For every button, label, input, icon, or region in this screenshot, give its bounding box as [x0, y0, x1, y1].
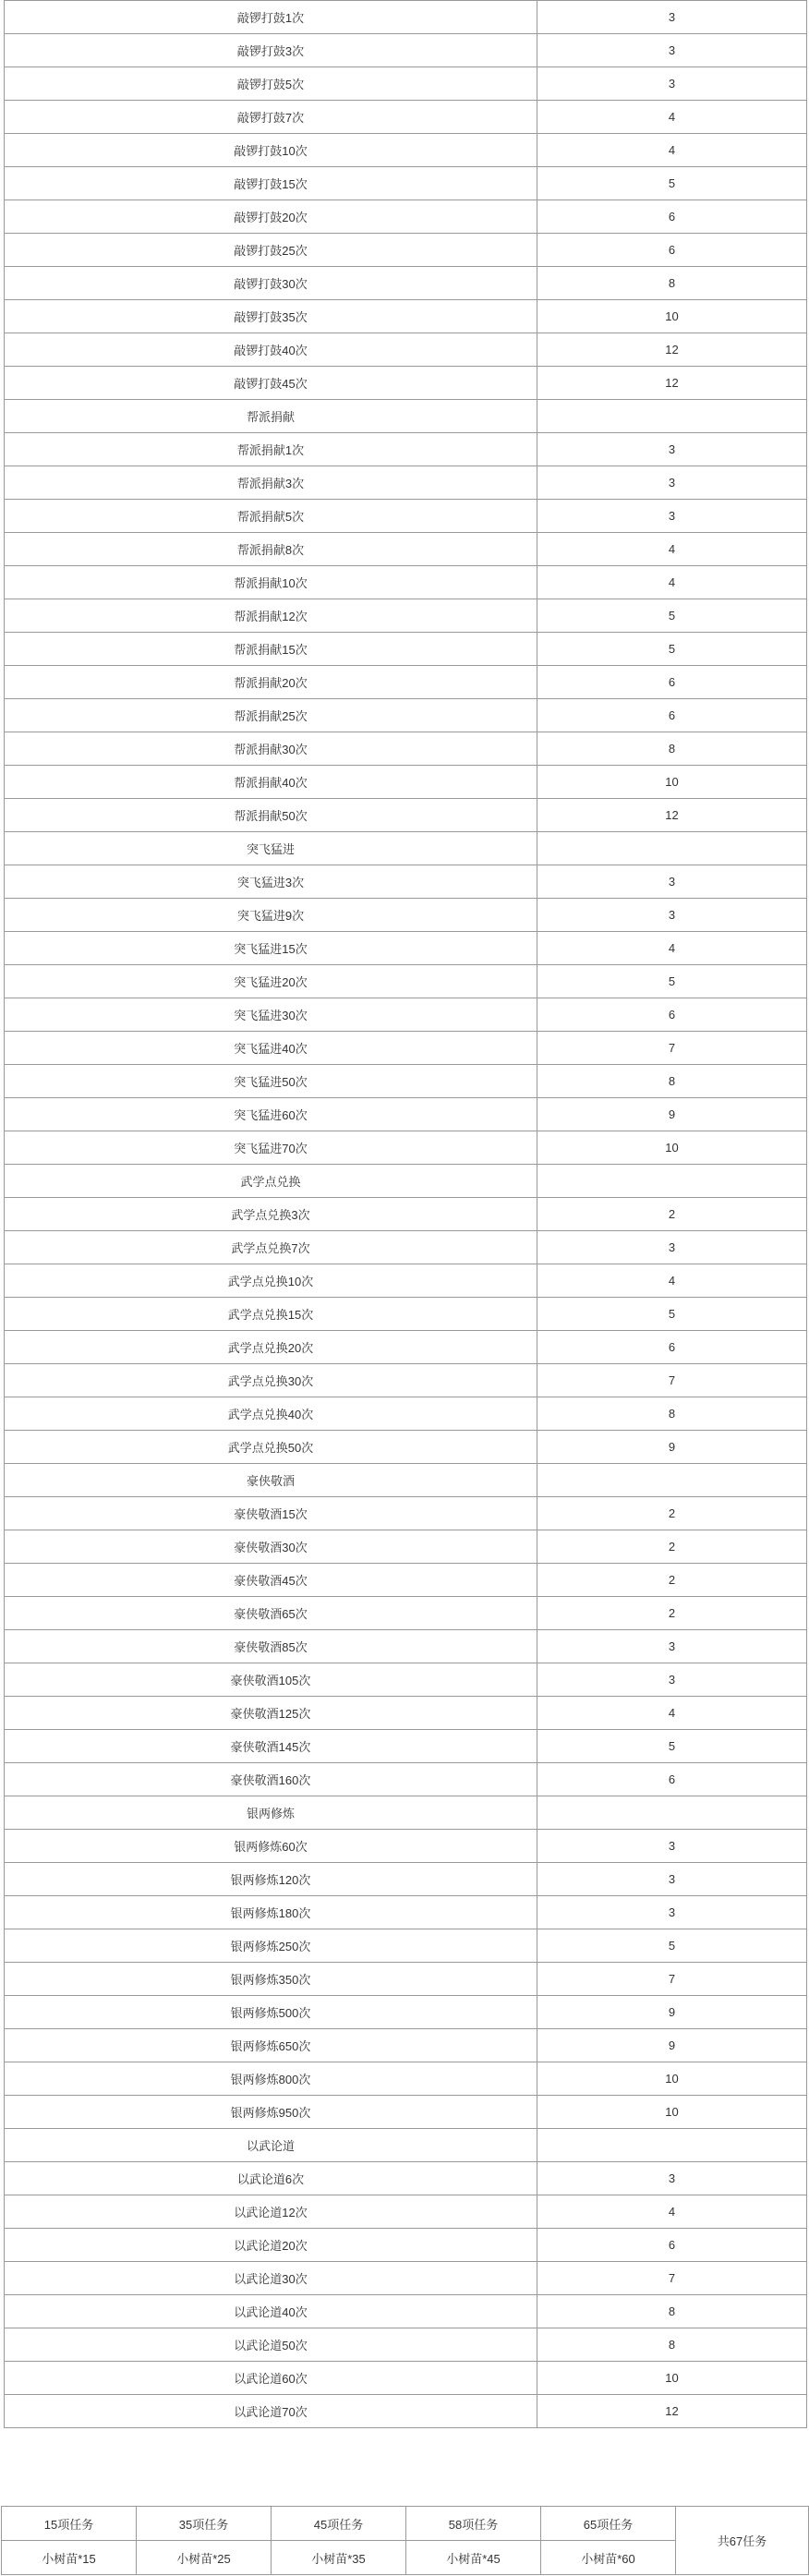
task-name: 帮派捐献12次 — [5, 599, 537, 633]
task-name: 敲锣打鼓35次 — [5, 300, 537, 333]
task-name: 豪侠敬酒45次 — [5, 1564, 537, 1597]
task-value: 10 — [537, 1131, 807, 1165]
task-value: 12 — [537, 367, 807, 400]
task-value: 9 — [537, 2029, 807, 2062]
task-name: 帮派捐献8次 — [5, 533, 537, 566]
task-value: 10 — [537, 766, 807, 799]
table-row — [5, 1198, 807, 1231]
task-value — [537, 1464, 807, 1497]
table-row — [5, 2328, 807, 2362]
task-name: 敲锣打鼓30次 — [5, 267, 537, 300]
task-name: 银两修炼120次 — [5, 1863, 537, 1896]
task-value: 8 — [537, 1397, 807, 1431]
table-row — [5, 67, 807, 101]
table-row — [5, 101, 807, 134]
task-value: 2 — [537, 1497, 807, 1530]
task-value: 4 — [537, 932, 807, 965]
table-row — [5, 633, 807, 666]
table-row — [5, 1497, 807, 1530]
task-value — [537, 400, 807, 433]
task-value: 12 — [537, 799, 807, 832]
table-row — [5, 1131, 807, 1165]
task-value: 3 — [537, 466, 807, 500]
table-row — [5, 234, 807, 267]
table-row — [5, 2162, 807, 2195]
task-value: 6 — [537, 699, 807, 732]
table-row — [5, 699, 807, 732]
table-row — [5, 1530, 807, 1564]
table-row — [5, 998, 807, 1032]
task-value — [537, 2129, 807, 2162]
table-row — [5, 799, 807, 832]
category-row — [5, 1796, 807, 1830]
task-name: 豪侠敬酒105次 — [5, 1663, 537, 1697]
task-value: 6 — [537, 234, 807, 267]
task-name: 敲锣打鼓25次 — [5, 234, 537, 267]
category-row — [5, 400, 807, 433]
table-row — [5, 2229, 807, 2262]
task-name: 突飞猛进30次 — [5, 998, 537, 1032]
category-row — [5, 1165, 807, 1198]
task-name: 敲锣打鼓40次 — [5, 333, 537, 367]
task-value: 3 — [537, 899, 807, 932]
task-value: 5 — [537, 599, 807, 633]
table-row — [5, 1597, 807, 1630]
task-value: 3 — [537, 67, 807, 101]
table-row — [5, 965, 807, 998]
task-value: 4 — [537, 101, 807, 134]
table-row — [5, 899, 807, 932]
task-value: 8 — [537, 2328, 807, 2362]
task-value: 3 — [537, 500, 807, 533]
table-row — [5, 1763, 807, 1796]
task-value: 9 — [537, 1098, 807, 1131]
task-value: 6 — [537, 998, 807, 1032]
table-row — [5, 599, 807, 633]
task-value: 2 — [537, 1564, 807, 1597]
task-name: 以武论道70次 — [5, 2395, 537, 2428]
table-row — [5, 1663, 807, 1697]
table-row — [5, 134, 807, 167]
table-row — [5, 865, 807, 899]
task-name: 帮派捐献40次 — [5, 766, 537, 799]
task-name: 以武论道30次 — [5, 2262, 537, 2295]
milestone-label: 58项任务 — [406, 2507, 541, 2541]
task-value: 10 — [537, 2062, 807, 2096]
task-name: 帮派捐献3次 — [5, 466, 537, 500]
task-value: 9 — [537, 1431, 807, 1464]
table-row — [5, 1264, 807, 1298]
task-name: 武学点兑换 — [5, 1165, 537, 1198]
table-row — [5, 500, 807, 533]
table-row — [5, 1697, 807, 1730]
task-name: 帮派捐献 — [5, 400, 537, 433]
table-row — [5, 1431, 807, 1464]
task-value: 8 — [537, 2295, 807, 2328]
task-value: 10 — [537, 2096, 807, 2129]
table-row — [5, 732, 807, 766]
task-value: 5 — [537, 965, 807, 998]
task-value: 5 — [537, 1730, 807, 1763]
task-name: 突飞猛进9次 — [5, 899, 537, 932]
task-name: 以武论道 — [5, 2129, 537, 2162]
task-name: 武学点兑换15次 — [5, 1298, 537, 1331]
table-row — [5, 2362, 807, 2395]
task-name: 敲锣打鼓10次 — [5, 134, 537, 167]
task-value: 4 — [537, 566, 807, 599]
table-row — [5, 666, 807, 699]
table-row — [5, 1, 807, 34]
table-row — [5, 34, 807, 67]
task-name: 豪侠敬酒65次 — [5, 1597, 537, 1630]
task-name: 银两修炼950次 — [5, 2096, 537, 2129]
table-row — [5, 766, 807, 799]
table-row — [5, 1863, 807, 1896]
task-value: 7 — [537, 1963, 807, 1996]
task-value: 3 — [537, 1896, 807, 1929]
milestone-reward: 小树苗*60 — [541, 2541, 676, 2575]
table-row — [5, 1298, 807, 1331]
table-row — [5, 433, 807, 466]
task-name: 帮派捐献15次 — [5, 633, 537, 666]
task-name: 帮派捐献30次 — [5, 732, 537, 766]
task-name: 银两修炼 — [5, 1796, 537, 1830]
task-value: 10 — [537, 2362, 807, 2395]
task-name: 武学点兑换20次 — [5, 1331, 537, 1364]
task-value: 8 — [537, 267, 807, 300]
task-name: 帮派捐献20次 — [5, 666, 537, 699]
task-value: 3 — [537, 1830, 807, 1863]
task-value — [537, 832, 807, 865]
task-name: 以武论道50次 — [5, 2328, 537, 2362]
task-name: 帮派捐献5次 — [5, 500, 537, 533]
table-row — [5, 533, 807, 566]
task-name: 银两修炼60次 — [5, 1830, 537, 1863]
task-name: 帮派捐献25次 — [5, 699, 537, 732]
task-name: 突飞猛进40次 — [5, 1032, 537, 1065]
table-row — [5, 1996, 807, 2029]
task-value: 4 — [537, 2195, 807, 2229]
task-value: 3 — [537, 2162, 807, 2195]
task-name: 突飞猛进 — [5, 832, 537, 865]
table-row — [5, 1331, 807, 1364]
task-name: 银两修炼180次 — [5, 1896, 537, 1929]
task-name: 银两修炼250次 — [5, 1929, 537, 1963]
table-row — [5, 466, 807, 500]
task-name: 武学点兑换10次 — [5, 1264, 537, 1298]
task-value: 8 — [537, 732, 807, 766]
table-row — [5, 932, 807, 965]
task-value: 6 — [537, 666, 807, 699]
task-table — [4, 0, 807, 2428]
task-name: 武学点兑换30次 — [5, 1364, 537, 1397]
total-tasks: 共67任务 — [676, 2507, 809, 2575]
milestone-label: 65项任务 — [541, 2507, 676, 2541]
task-value: 5 — [537, 633, 807, 666]
milestone-label: 35项任务 — [137, 2507, 272, 2541]
task-value: 3 — [537, 433, 807, 466]
task-value: 5 — [537, 1929, 807, 1963]
task-table-body — [5, 1, 807, 2428]
task-value: 3 — [537, 865, 807, 899]
task-name: 豪侠敬酒 — [5, 1464, 537, 1497]
task-value: 4 — [537, 134, 807, 167]
task-value: 6 — [537, 200, 807, 234]
category-row — [5, 832, 807, 865]
milestone-reward: 小树苗*45 — [406, 2541, 541, 2575]
table-row — [5, 167, 807, 200]
task-value: 2 — [537, 1530, 807, 1564]
task-value: 5 — [537, 1298, 807, 1331]
task-value: 7 — [537, 1364, 807, 1397]
task-name: 银两修炼350次 — [5, 1963, 537, 1996]
task-name: 武学点兑换40次 — [5, 1397, 537, 1431]
table-row — [5, 1830, 807, 1863]
table-row — [5, 2062, 807, 2096]
table-row — [5, 1032, 807, 1065]
task-value: 3 — [537, 1863, 807, 1896]
table-row — [5, 300, 807, 333]
task-value: 7 — [537, 1032, 807, 1065]
task-name: 突飞猛进60次 — [5, 1098, 537, 1131]
category-row — [5, 1464, 807, 1497]
reward-table — [1, 2506, 809, 2575]
task-name: 武学点兑换3次 — [5, 1198, 537, 1231]
table-row — [5, 2096, 807, 2129]
task-value: 9 — [537, 1996, 807, 2029]
table-row — [5, 1231, 807, 1264]
task-value: 2 — [537, 1597, 807, 1630]
task-value: 3 — [537, 1231, 807, 1264]
task-name: 帮派捐献1次 — [5, 433, 537, 466]
task-name: 武学点兑换7次 — [5, 1231, 537, 1264]
milestone-reward: 小树苗*15 — [2, 2541, 137, 2575]
task-name: 银两修炼500次 — [5, 1996, 537, 2029]
task-name: 以武论道40次 — [5, 2295, 537, 2328]
task-name: 敲锣打鼓1次 — [5, 1, 537, 34]
milestone-reward: 小树苗*35 — [272, 2541, 406, 2575]
table-row — [5, 1963, 807, 1996]
task-name: 以武论道12次 — [5, 2195, 537, 2229]
task-name: 豪侠敬酒125次 — [5, 1697, 537, 1730]
task-value: 2 — [537, 1198, 807, 1231]
table-row — [5, 1896, 807, 1929]
task-name: 以武论道6次 — [5, 2162, 537, 2195]
task-name: 突飞猛进20次 — [5, 965, 537, 998]
task-name: 以武论道60次 — [5, 2362, 537, 2395]
category-row — [5, 2129, 807, 2162]
table-row — [5, 1098, 807, 1131]
task-value: 3 — [537, 34, 807, 67]
task-name: 豪侠敬酒15次 — [5, 1497, 537, 1530]
task-name: 突飞猛进15次 — [5, 932, 537, 965]
task-value: 3 — [537, 1, 807, 34]
task-name: 敲锣打鼓5次 — [5, 67, 537, 101]
table-row — [5, 1364, 807, 1397]
task-value — [537, 1165, 807, 1198]
task-value: 7 — [537, 2262, 807, 2295]
task-name: 突飞猛进50次 — [5, 1065, 537, 1098]
table-row — [5, 1630, 807, 1663]
table-row — [5, 1929, 807, 1963]
table-row — [5, 2029, 807, 2062]
task-name: 敲锣打鼓3次 — [5, 34, 537, 67]
reward-label-row — [2, 2507, 809, 2541]
table-row — [5, 333, 807, 367]
task-name: 银两修炼650次 — [5, 2029, 537, 2062]
task-name: 豪侠敬酒160次 — [5, 1763, 537, 1796]
table-row — [5, 1397, 807, 1431]
task-name: 敲锣打鼓15次 — [5, 167, 537, 200]
task-name: 豪侠敬酒85次 — [5, 1630, 537, 1663]
table-row — [5, 267, 807, 300]
task-name: 豪侠敬酒145次 — [5, 1730, 537, 1763]
table-row — [5, 566, 807, 599]
task-name: 突飞猛进3次 — [5, 865, 537, 899]
table-row — [5, 1564, 807, 1597]
task-value: 4 — [537, 1697, 807, 1730]
task-name: 以武论道20次 — [5, 2229, 537, 2262]
task-value: 10 — [537, 300, 807, 333]
task-value: 6 — [537, 2229, 807, 2262]
task-name: 敲锣打鼓45次 — [5, 367, 537, 400]
task-name: 突飞猛进70次 — [5, 1131, 537, 1165]
task-name: 帮派捐献50次 — [5, 799, 537, 832]
task-value: 12 — [537, 333, 807, 367]
task-value: 4 — [537, 533, 807, 566]
table-row — [5, 200, 807, 234]
task-name: 武学点兑换50次 — [5, 1431, 537, 1464]
task-name: 银两修炼800次 — [5, 2062, 537, 2096]
task-name: 帮派捐献10次 — [5, 566, 537, 599]
milestone-reward: 小树苗*25 — [137, 2541, 272, 2575]
task-value: 12 — [537, 2395, 807, 2428]
milestone-label: 15项任务 — [2, 2507, 137, 2541]
task-value: 8 — [537, 1065, 807, 1098]
task-value: 4 — [537, 1264, 807, 1298]
task-value: 6 — [537, 1331, 807, 1364]
task-name: 敲锣打鼓7次 — [5, 101, 537, 134]
task-value: 5 — [537, 167, 807, 200]
task-value: 3 — [537, 1663, 807, 1697]
task-value — [537, 1796, 807, 1830]
task-value: 3 — [537, 1630, 807, 1663]
table-row — [5, 2195, 807, 2229]
table-row — [5, 1065, 807, 1098]
table-row — [5, 2262, 807, 2295]
milestone-label: 45项任务 — [272, 2507, 406, 2541]
table-row — [5, 2295, 807, 2328]
task-value: 6 — [537, 1763, 807, 1796]
table-row — [5, 1730, 807, 1763]
task-name: 敲锣打鼓20次 — [5, 200, 537, 234]
table-row — [5, 2395, 807, 2428]
task-name: 豪侠敬酒30次 — [5, 1530, 537, 1564]
table-row — [5, 367, 807, 400]
